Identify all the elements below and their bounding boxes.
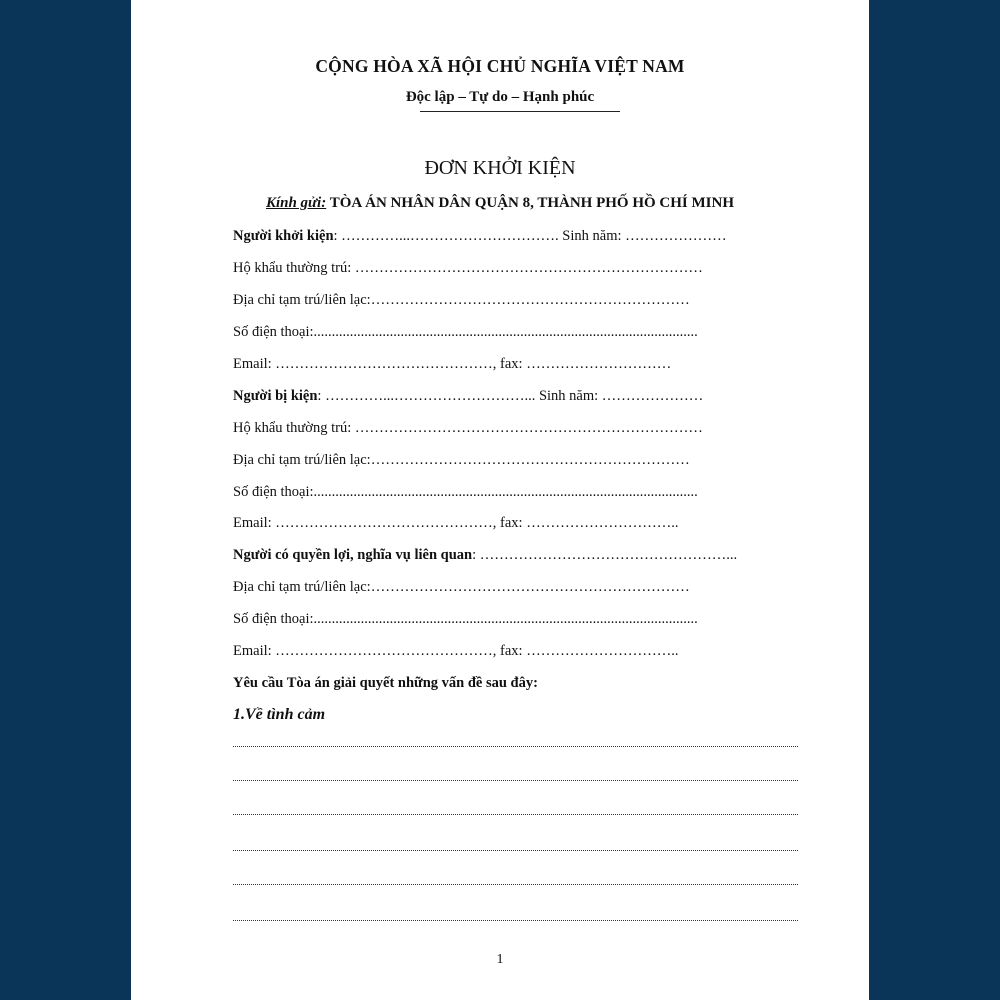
blank-dotted-line: [233, 850, 798, 851]
document-title: ĐƠN KHỞI KIỆN: [424, 157, 576, 179]
nation-heading: CỘNG HÒA XÃ HỘI CHỦ NGHĨA VIỆT NAM: [315, 56, 685, 76]
document-page: [131, 0, 869, 1000]
defendant-household-line: Hộ khẩu thường trú: ………………………………………………………………: [233, 420, 703, 436]
defendant-label: Người bị kiện: [233, 388, 318, 404]
plaintiff-household-line: Hộ khẩu thường trú: ………………………………………………………………: [233, 260, 703, 276]
plaintiff-field: : …………...…………………………. Sinh năm: …………………: [333, 228, 727, 244]
motto: Độc lập – Tự do – Hạnh phúc: [405, 89, 595, 105]
section-1-heading: 1.Về tình cảm: [233, 706, 326, 723]
court-addressee: [131, 195, 869, 212]
page-number: 1: [496, 952, 504, 967]
plaintiff-email-line: Email: ………………………………………, fax: …………………………: [233, 356, 672, 372]
related-phone-line: Số điện thoại:..........................................................................................................: [233, 611, 698, 627]
related-party-field: : ……………………………………………...: [472, 547, 738, 563]
blank-dotted-line: [233, 920, 798, 921]
blank-dotted-line: [233, 814, 798, 815]
plaintiff-address-line: Địa chỉ tạm trú/liên lạc:…………………………………………………………: [233, 292, 690, 308]
addressee-label: Kính gửi:: [265, 195, 327, 211]
court-name: TÒA ÁN NHÂN DÂN QUẬN 8, THÀNH PHỐ HỒ CHÍ MINH: [326, 195, 735, 211]
defendant-email-line: Email: ………………………………………, fax: …………………………..: [233, 515, 679, 531]
blank-dotted-line: [233, 884, 798, 885]
plaintiff-phone-line: Số điện thoại:..........................................................................................................: [233, 324, 698, 340]
request-heading: Yêu cầu Tòa án giải quyết những vấn đề sau đây:: [233, 675, 538, 691]
motto-underline: [420, 111, 620, 112]
plaintiff-label: Người khởi kiện: [233, 228, 334, 244]
blank-dotted-line: [233, 746, 798, 747]
plaintiff-line: [233, 228, 727, 245]
defendant-address-line: Địa chỉ tạm trú/liên lạc:…………………………………………………………: [233, 452, 690, 468]
related-email-line: Email: ………………………………………, fax: …………………………..: [233, 643, 679, 659]
related-party-label: Người có quyền lợi, nghĩa vụ liên quan: [233, 547, 473, 563]
defendant-line: [233, 388, 703, 405]
defendant-phone-line: Số điện thoại:..........................................................................................................: [233, 484, 698, 500]
blank-dotted-line: [233, 780, 798, 781]
defendant-field: : …………...………………………... Sinh năm: …………………: [317, 388, 704, 404]
related-address-line: Địa chỉ tạm trú/liên lạc:…………………………………………………………: [233, 579, 690, 595]
related-party-line: [233, 547, 737, 564]
